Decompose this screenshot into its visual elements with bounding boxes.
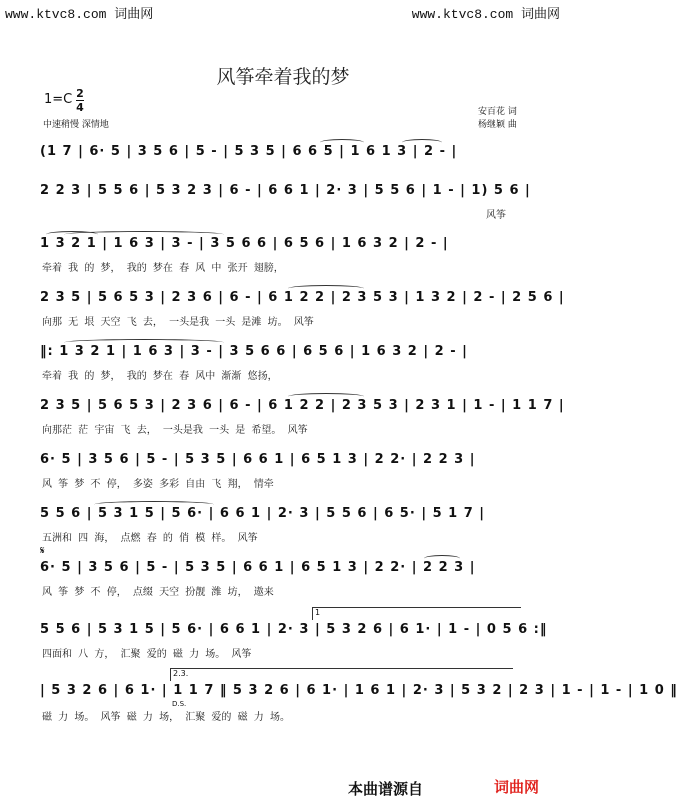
score-row-9-notes: 6· 5 | 3 5 6 | 5 - | 5 3 5 | 6 6 1 | 6 5 1 3 | 2 2· | 2 2 3 | <box>40 560 476 575</box>
first-ending-bracket: 1 <box>312 607 521 620</box>
score-row-10-lyrics: 四面和 八 方， 汇聚 爱的 磁 力 场。 风筝 <box>42 649 252 660</box>
slur <box>424 555 460 562</box>
song-title: 风筝牵着我的梦 <box>216 66 350 88</box>
slur <box>64 339 224 346</box>
site-logo[interactable]: 词曲网 <box>494 778 540 796</box>
score-row-7-notes: 6· 5 | 3 5 6 | 5 - | 5 3 5 | 6 6 1 | 6 5 1 3 | 2 2· | 2 2 3 | <box>40 452 476 467</box>
ds-marking: D.S. <box>172 700 187 708</box>
score-row-4-lyrics: 向那 无 垠 天空 飞 去， 一头是我 一头 是滩 坊。 风筝 <box>42 317 314 328</box>
score-row-10-notes: 5 5 6 | 5 3 1 5 | 5 6· | 6 6 1 | 2· 3 | 5 3 2 6 | 6 1· | 1 - | 0 5 6 :‖ <box>40 622 548 637</box>
slur <box>288 393 364 400</box>
slur <box>320 139 364 146</box>
segno-mark: 𝄋 <box>40 544 45 557</box>
score-row-3-lyrics: 牵着 我 的 梦， 我的 梦在 春 风 中 张开 翅膀， <box>42 263 284 274</box>
score-row-8-lyrics: 五洲和 四 海， 点燃 春 的 俏 模 样。 风筝 <box>42 533 258 544</box>
score-row-5-notes: ‖: 1 3 2 1 | 1 6 3 | 3 - | 3 5 6 6 | 6 5 6 | 1 6 3 2 | 2 - | <box>40 344 468 359</box>
tempo-marking: 中速稍慢 深情地 <box>43 120 109 130</box>
score-row-3-notes: 1 3 2 1 | 1 6 3 | 3 - | 3 5 6 6 | 6 5 6 | 1 6 3 2 | 2 - | <box>40 236 449 251</box>
slur <box>402 139 442 146</box>
score-row-9-lyrics: 风 筝 梦 不 停， 点缀 天空 扮靓 潍 坊， 遨来 <box>42 587 274 598</box>
score-row-11-lyrics: 磁 力 场。 风筝 磁 力 场， 汇聚 爱的 磁 力 场。 <box>42 712 290 723</box>
score-row-7-lyrics: 风 筝 梦 不 停， 多姿 多彩 自由 飞 翔， 情牵 <box>42 479 274 490</box>
score-row-2-lyrics: 风筝 <box>486 210 506 221</box>
score-row-1-notes: (1 7 | 6· 5 | 3 5 6 | 5 - | 5 3 5 | 6 6 5 | 1 6 1 3 | 2 - | <box>40 144 458 159</box>
score-row-11-notes: | 5 3 2 6 | 6 1· | 1 1 7 ‖ 5 3 2 6 | 6 1· | 1 6 1 | 2· 3 | 5 3 2 | 2 3 | 1 - | 1 - | 1 0 ‖ <box>40 683 678 698</box>
key-signature: 1=C <box>44 92 73 107</box>
site-watermark-right[interactable]: www.ktvc8.com 词曲网 <box>411 7 560 22</box>
meter-bottom: 4 <box>76 101 84 114</box>
site-watermark-left[interactable]: www.ktvc8.com 词曲网 <box>5 7 154 22</box>
score-row-5-lyrics: 牵着 我 的 梦， 我的 梦在 春 风中 渐渐 悠扬， <box>42 371 278 382</box>
second-ending-bracket: 2.3. <box>170 668 513 681</box>
score-row-8-notes: 5 5 6 | 5 3 1 5 | 5 6· | 6 6 1 | 2· 3 | 5 5 6 | 6 5· | 5 1 7 | <box>40 506 486 521</box>
source-note: 本曲谱源自 <box>348 780 424 798</box>
score-row-4-notes: 2 3 5 | 5 6 5 3 | 2 3 6 | 6 - | 6 1 2 2 | 2 3 5 3 | 1 3 2 | 2 - | 2 5 6 | <box>40 290 565 305</box>
score-row-6-lyrics: 向那茫 茫 宇宙 飞 去， 一头是我 一头 是 希望。 风筝 <box>42 425 308 436</box>
time-signature <box>76 88 84 113</box>
composer-credit: 杨继颖 曲 <box>478 120 517 130</box>
slur <box>94 501 214 508</box>
lyricist-credit: 安百花 词 <box>478 107 517 117</box>
meter-top: 2 <box>76 87 84 100</box>
score-row-6-notes: 2 3 5 | 5 6 5 3 | 2 3 6 | 6 - | 6 1 2 2 | 2 3 5 3 | 2 3 1 | 1 - | 1 1 7 | <box>40 398 565 413</box>
slur <box>64 231 224 238</box>
score-row-2-notes: 2 2 3 | 5 5 6 | 5 3 2 3 | 6 - | 6 6 1 | 2· 3 | 5 5 6 | 1 - | 1) 5 6 | <box>40 183 531 198</box>
slur <box>288 285 364 292</box>
